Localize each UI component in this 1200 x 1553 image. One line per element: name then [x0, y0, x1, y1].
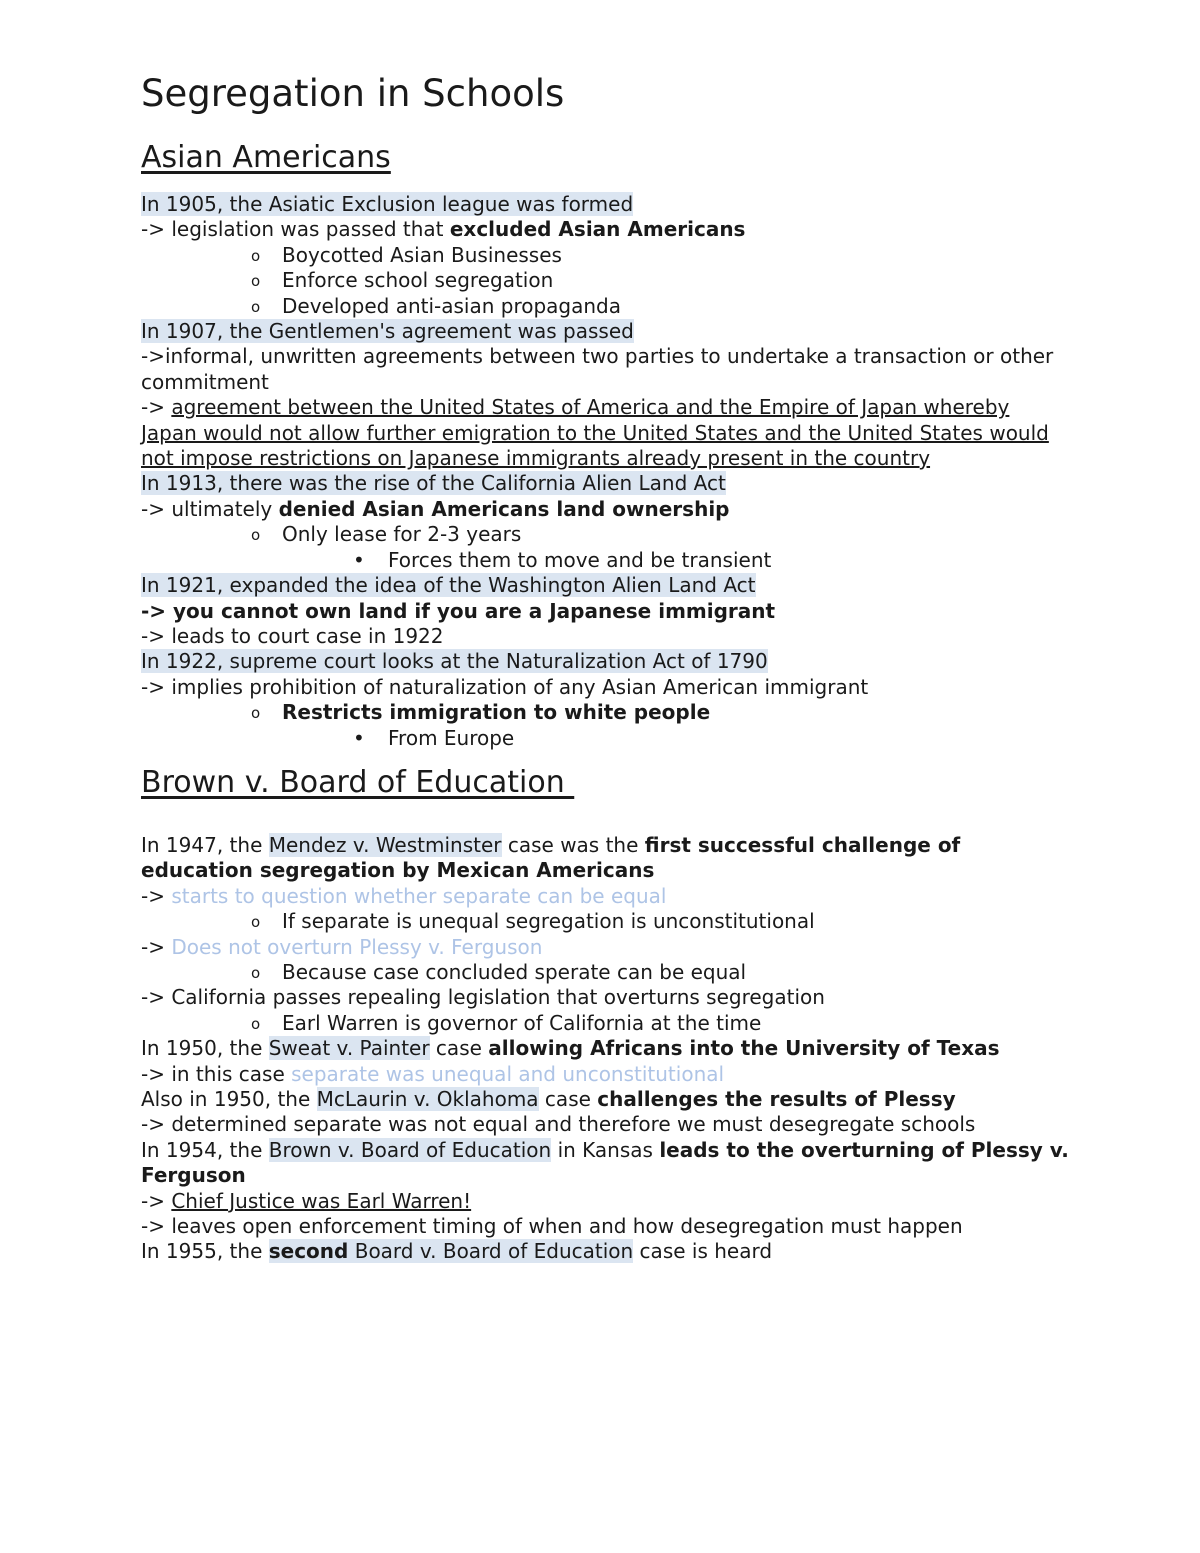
- note-line: ->informal, unwritten agreements between two parties to undertake a transaction or other commitment: [141, 344, 1054, 394]
- bullet-item: o Because case concluded sperate can be equal: [141, 960, 1071, 985]
- bullet-item: o Boycotted Asian Businesses: [141, 243, 1071, 268]
- note-line: -> in this case separate was unequal and unconstitutional: [141, 1061, 725, 1086]
- note-line: In 1905, the Asiatic Exclusion league was formed: [141, 192, 634, 216]
- note-line: In 1955, the second Board v. Board of Education case is heard: [141, 1239, 773, 1264]
- note-line: In 1954, the Brown v. Board of Education in Kansas leads to the overturning of Plessy v. Ferguson: [141, 1137, 1069, 1188]
- note-line: -> you cannot own land if you are a Japanese immigrant: [141, 598, 776, 623]
- note-line: In 1907, the Gentlemen's agreement was passed: [141, 319, 634, 344]
- sub-bullet-item: • From Europe: [141, 726, 1071, 751]
- note-line: -> Chief Justice was Earl Warren!: [141, 1188, 472, 1213]
- note-line: In 1947, the Mendez v. Westminster case was the first successful challenge of education segregation by Mexican Americans: [141, 832, 961, 883]
- bullet-item: o Restricts immigration to white people: [141, 700, 1071, 725]
- note-line: In 1950, the Sweat v. Painter case allowing Africans into the University of Texas: [141, 1036, 1000, 1061]
- note-line: -> agreement between the United States of America and the Empire of Japan whereby Japan would not allow further emigration to the United States and the United States would not impose restrictions on Japanese immigrants already present in the country: [141, 395, 1049, 471]
- sub-bullet-item: • Forces them to move and be transient: [141, 548, 1071, 573]
- note-line: -> starts to question whether separate can be equal: [141, 883, 667, 908]
- note-line: -> California passes repealing legislation that overturns segregation: [141, 985, 825, 1010]
- bullet-item: o Developed anti-asian propaganda: [141, 294, 1071, 319]
- note-line: -> Does not overturn Plessy v. Ferguson: [141, 934, 543, 959]
- note-line: -> implies prohibition of naturalization of any Asian American immigrant: [141, 674, 869, 699]
- bullet-item: o Earl Warren is governor of California at the time: [141, 1011, 1071, 1036]
- note-line: In 1913, there was the rise of the California Alien Land Act: [141, 471, 726, 496]
- document-body: [141, 70, 1071, 1265]
- note-line: -> legislation was passed that excluded Asian Americans: [141, 217, 746, 242]
- note-line: Also in 1950, the McLaurin v. Oklahoma case challenges the results of Plessy: [141, 1087, 956, 1111]
- document-title: Segregation in Schools: [141, 72, 565, 115]
- bullet-item: o Enforce school segregation: [141, 268, 1071, 293]
- note-line: -> ultimately denied Asian Americans land ownership: [141, 496, 730, 521]
- section-heading-brown-v-board: Brown v. Board of Education: [141, 764, 575, 800]
- note-line: -> determined separate was not equal and therefore we must desegregate schools: [141, 1112, 976, 1137]
- bullet-item: o If separate is unequal segregation is unconstitutional: [141, 909, 1071, 934]
- note-line: In 1921, expanded the idea of the Washington Alien Land Act: [141, 573, 756, 598]
- note-line: -> leads to court case in 1922: [141, 623, 444, 648]
- note-line: In 1922, supreme court looks at the Naturalization Act of 1790: [141, 649, 768, 674]
- bullet-item: o Only lease for 2-3 years: [141, 522, 1071, 547]
- note-line: -> leaves open enforcement timing of when and how desegregation must happen: [141, 1214, 963, 1239]
- section-heading-asian-americans: Asian Americans: [141, 140, 391, 175]
